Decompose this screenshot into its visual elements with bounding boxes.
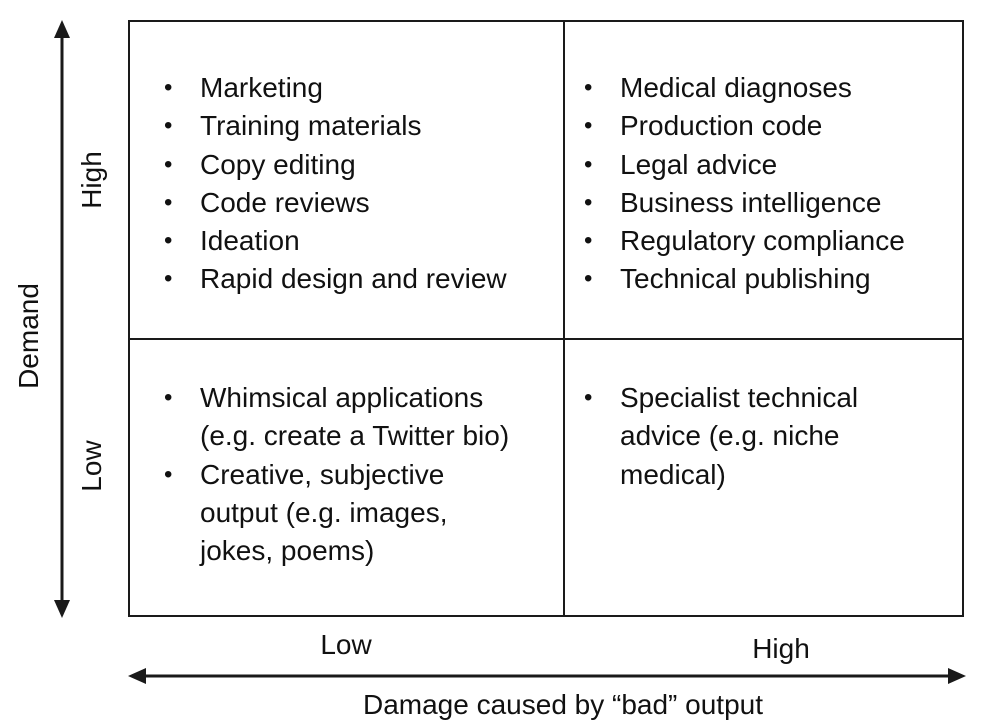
quadrant-grid xyxy=(128,20,964,617)
list-item-line: advice (e.g. niche xyxy=(620,420,840,452)
list-item-line: medical) xyxy=(620,458,726,490)
vertical-divider xyxy=(563,22,565,615)
list-item-line: output (e.g. images, xyxy=(200,496,448,528)
list-item-line: (e.g. create a Twitter bio) xyxy=(200,420,510,452)
y-axis-title: Demand xyxy=(13,283,44,389)
list-item: • Regulatory compliance xyxy=(582,222,905,260)
quadrant-high-demand-low-damage xyxy=(162,69,507,299)
list-item xyxy=(582,379,858,494)
list-item: • Training materials xyxy=(162,107,507,145)
demand-axis-arrow xyxy=(54,20,70,618)
list-item: • Business intelligence xyxy=(582,184,905,222)
list-item: • Rapid design and review xyxy=(162,260,507,298)
list-item-line: • Specialist technical xyxy=(620,382,859,413)
quadrant-low-demand-low-damage xyxy=(162,379,509,570)
x-axis-title: Damage caused by “bad” output xyxy=(362,689,764,720)
list-item-line: jokes, poems) xyxy=(200,535,375,567)
list-item: • Medical diagnoses xyxy=(582,69,905,107)
list-item: • Ideation xyxy=(162,222,507,260)
list-item: • Copy editing xyxy=(162,146,507,184)
list-item-line: • Creative, subjective xyxy=(200,458,445,490)
list-item xyxy=(162,456,509,571)
x-axis-high-label: High xyxy=(752,633,810,664)
list-item xyxy=(162,379,509,456)
y-axis-low-label: Low xyxy=(76,440,107,492)
list-item: • Production code xyxy=(582,107,905,145)
list-item: • Code reviews xyxy=(162,184,507,222)
y-axis-high-label: High xyxy=(76,151,107,209)
quadrant-low-demand-high-damage xyxy=(582,379,858,494)
damage-axis-arrow xyxy=(128,668,966,684)
x-axis-low-label: Low xyxy=(320,629,372,660)
list-item: • Technical publishing xyxy=(582,260,905,298)
list-item: • Marketing xyxy=(162,69,507,107)
list-item: • Legal advice xyxy=(582,146,905,184)
horizontal-divider xyxy=(130,338,962,340)
list-item-line: • Whimsical applications xyxy=(200,382,484,413)
quadrant-high-demand-high-damage xyxy=(582,69,905,299)
